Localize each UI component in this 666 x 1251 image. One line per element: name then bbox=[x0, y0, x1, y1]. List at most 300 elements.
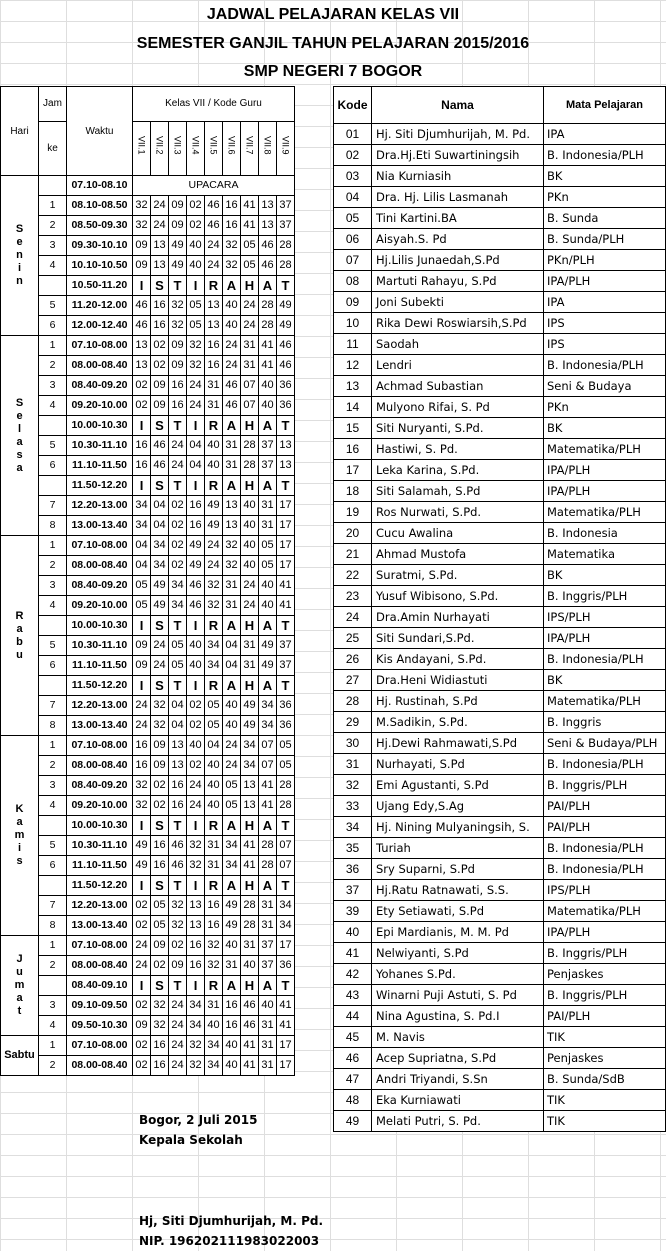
teacher-code-cell: 31 bbox=[223, 596, 241, 616]
jam-ke bbox=[39, 416, 67, 436]
teacher-code-cell: 13 bbox=[187, 896, 205, 916]
waktu: 08.00-08.40 bbox=[67, 756, 133, 776]
teacher-name: Melati Putri, S. Pd. bbox=[372, 1111, 544, 1132]
teacher-code-cell: 16 bbox=[133, 456, 151, 476]
schedule-row bbox=[1, 476, 295, 496]
jam-ke: 2 bbox=[39, 356, 67, 376]
jam-ke: 5 bbox=[39, 836, 67, 856]
teacher-code-cell: 34 bbox=[259, 696, 277, 716]
teacher-code-cell: 13 bbox=[205, 316, 223, 336]
teacher-code-cell: 49 bbox=[205, 516, 223, 536]
teacher-code-cell: 09 bbox=[169, 956, 187, 976]
waktu: 08.00-08.40 bbox=[67, 956, 133, 976]
teacher-code-cell: 16 bbox=[169, 396, 187, 416]
teacher-code-cell: 40 bbox=[187, 256, 205, 276]
teacher-code: 41 bbox=[334, 943, 372, 964]
signatory-name: Hj, Siti Djumhurijah, M. Pd. bbox=[139, 1214, 324, 1228]
jam-ke bbox=[39, 616, 67, 636]
teacher-code-cell: 02 bbox=[169, 496, 187, 516]
jam-ke: 7 bbox=[39, 496, 67, 516]
teacher-table bbox=[333, 86, 666, 1132]
istirahat-letter: S bbox=[151, 816, 169, 836]
teacher-code-cell: 07 bbox=[277, 856, 295, 876]
teacher-code: 21 bbox=[334, 544, 372, 565]
istirahat-letter: A bbox=[259, 816, 277, 836]
istirahat-letter: H bbox=[241, 976, 259, 996]
jam-ke: 3 bbox=[39, 996, 67, 1016]
istirahat-letter: A bbox=[223, 876, 241, 896]
jam-ke: 2 bbox=[39, 1056, 67, 1076]
istirahat-letter: I bbox=[187, 676, 205, 696]
istirahat-letter: A bbox=[259, 416, 277, 436]
teacher-code-cell: 31 bbox=[223, 956, 241, 976]
teacher-code-cell: 02 bbox=[133, 1036, 151, 1056]
teacher-code-cell: 28 bbox=[259, 296, 277, 316]
teacher-code: 23 bbox=[334, 586, 372, 607]
schedule-row bbox=[1, 876, 295, 896]
teacher-code-cell: 24 bbox=[151, 636, 169, 656]
teacher-code-cell: 02 bbox=[133, 916, 151, 936]
teacher-code-cell: 16 bbox=[187, 936, 205, 956]
teacher-code-cell: 34 bbox=[187, 996, 205, 1016]
teacher-code-cell: 32 bbox=[205, 596, 223, 616]
teacher-name: Ahmad Mustofa bbox=[372, 544, 544, 565]
istirahat-letter: T bbox=[169, 816, 187, 836]
teacher-code-cell: 09 bbox=[133, 656, 151, 676]
teacher-subject: TIK bbox=[544, 1090, 666, 1111]
teacher-code-cell: 07 bbox=[259, 736, 277, 756]
teacher-name: M. Navis bbox=[372, 1027, 544, 1048]
jam-ke: 8 bbox=[39, 716, 67, 736]
teacher-code: 43 bbox=[334, 985, 372, 1006]
teacher-code-cell: 49 bbox=[151, 576, 169, 596]
teacher-code-cell: 24 bbox=[133, 696, 151, 716]
istirahat-letter: S bbox=[151, 276, 169, 296]
waktu: 11.10-11.50 bbox=[67, 856, 133, 876]
jam-ke bbox=[39, 176, 67, 196]
teacher-row bbox=[334, 439, 666, 460]
teacher-subject: TIK bbox=[544, 1111, 666, 1132]
teacher-code: 34 bbox=[334, 817, 372, 838]
schedule-row bbox=[1, 796, 295, 816]
teacher-code-cell: 40 bbox=[241, 556, 259, 576]
teacher-name: Winarni Puji Astuti, S. Pd bbox=[372, 985, 544, 1006]
istirahat-letter: A bbox=[259, 616, 277, 636]
teacher-code-cell: 24 bbox=[169, 1036, 187, 1056]
waktu: 12.00-12.40 bbox=[67, 316, 133, 336]
teacher-code-cell: 46 bbox=[223, 376, 241, 396]
teacher-name: Dra. Hj. Lilis Lasmanah bbox=[372, 187, 544, 208]
teacher-row bbox=[334, 1090, 666, 1111]
teacher-code-cell: 32 bbox=[133, 196, 151, 216]
schedule-row bbox=[1, 676, 295, 696]
day-name: S e n i n bbox=[1, 176, 39, 336]
jam-ke bbox=[39, 876, 67, 896]
schedule-row bbox=[1, 856, 295, 876]
teacher-code-cell: 28 bbox=[241, 436, 259, 456]
teacher-code-cell: 02 bbox=[187, 716, 205, 736]
istirahat-letter: T bbox=[169, 876, 187, 896]
teacher-code: 11 bbox=[334, 334, 372, 355]
teacher-subject: Penjaskes bbox=[544, 1048, 666, 1069]
waktu: 10.30-11.10 bbox=[67, 836, 133, 856]
teacher-name: Yusuf Wibisono, S.Pd. bbox=[372, 586, 544, 607]
teacher-code-cell: 16 bbox=[223, 196, 241, 216]
teacher-subject: B. Inggris/PLH bbox=[544, 775, 666, 796]
teacher-code-cell: 31 bbox=[259, 1016, 277, 1036]
schedule-row bbox=[1, 956, 295, 976]
teacher-row bbox=[334, 817, 666, 838]
teacher-code-cell: 17 bbox=[277, 516, 295, 536]
teacher-code: 25 bbox=[334, 628, 372, 649]
teacher-code: 24 bbox=[334, 607, 372, 628]
teacher-code: 45 bbox=[334, 1027, 372, 1048]
teacher-name: Ujang Edy,S.Ag bbox=[372, 796, 544, 817]
teacher-code-cell: 05 bbox=[205, 716, 223, 736]
teacher-code: 40 bbox=[334, 922, 372, 943]
waktu: 11.20-12.00 bbox=[67, 296, 133, 316]
teacher-code-cell: 09 bbox=[151, 396, 169, 416]
waktu: 11.50-12.20 bbox=[67, 476, 133, 496]
teacher-subject: B. Indonesia bbox=[544, 523, 666, 544]
teacher-row bbox=[334, 754, 666, 775]
teacher-row bbox=[334, 187, 666, 208]
teacher-code-cell: 09 bbox=[169, 216, 187, 236]
teacher-code-cell: 13 bbox=[241, 796, 259, 816]
waktu: 08.00-08.40 bbox=[67, 556, 133, 576]
teacher-name: Sry Suparni, S.Pd bbox=[372, 859, 544, 880]
teacher-code-cell: 46 bbox=[259, 236, 277, 256]
teacher-code-cell: 24 bbox=[187, 796, 205, 816]
teacher-code-cell: 09 bbox=[169, 356, 187, 376]
teacher-code-cell: 05 bbox=[259, 556, 277, 576]
teacher-code-cell: 16 bbox=[133, 436, 151, 456]
schedule-row bbox=[1, 816, 295, 836]
teacher-code-cell: 09 bbox=[151, 376, 169, 396]
teacher-subject: PKn bbox=[544, 187, 666, 208]
teacher-subject: B. Indonesia/PLH bbox=[544, 754, 666, 775]
istirahat-letter: I bbox=[133, 676, 151, 696]
teacher-code: 47 bbox=[334, 1069, 372, 1090]
schedule-row bbox=[1, 496, 295, 516]
waktu: 10.00-10.30 bbox=[67, 416, 133, 436]
teacher-code: 27 bbox=[334, 670, 372, 691]
waktu: 09.20-10.00 bbox=[67, 796, 133, 816]
istirahat-letter: H bbox=[241, 476, 259, 496]
teacher-row bbox=[334, 355, 666, 376]
class-header-2 bbox=[151, 122, 169, 176]
teacher-code-cell: 34 bbox=[133, 516, 151, 536]
istirahat-letter: S bbox=[151, 416, 169, 436]
waktu: 12.20-13.00 bbox=[67, 896, 133, 916]
teacher-code-cell: 09 bbox=[151, 756, 169, 776]
teacher-code-cell: 28 bbox=[241, 896, 259, 916]
schedule-row bbox=[1, 936, 295, 956]
teacher-name: Ros Nurwati, S.Pd. bbox=[372, 502, 544, 523]
teacher-code-cell: 13 bbox=[223, 516, 241, 536]
waktu: 07.10-08.00 bbox=[67, 536, 133, 556]
waktu: 07.10-08.00 bbox=[67, 336, 133, 356]
istirahat-letter: I bbox=[187, 816, 205, 836]
teacher-name: Dra.Hj.Eti Suwartiningsih bbox=[372, 145, 544, 166]
teacher-subject: B. Indonesia/PLH bbox=[544, 145, 666, 166]
schedule-row bbox=[1, 436, 295, 456]
teacher-code-cell: 16 bbox=[223, 216, 241, 236]
teacher-code-cell: 24 bbox=[151, 196, 169, 216]
teacher-subject: IPS/PLH bbox=[544, 607, 666, 628]
teacher-name: M.Sadikin, S.Pd. bbox=[372, 712, 544, 733]
teacher-subject: IPS/PLH bbox=[544, 880, 666, 901]
teacher-code: 05 bbox=[334, 208, 372, 229]
teacher-subject: BK bbox=[544, 418, 666, 439]
teacher-code-cell: 40 bbox=[223, 696, 241, 716]
teacher-code-cell: 31 bbox=[241, 356, 259, 376]
teacher-code-cell: 34 bbox=[241, 756, 259, 776]
teacher-code-cell: 24 bbox=[187, 376, 205, 396]
waktu: 07.10-08.00 bbox=[67, 936, 133, 956]
teacher-code-cell: 34 bbox=[187, 1016, 205, 1036]
class-header-4 bbox=[187, 122, 205, 176]
teacher-code-cell: 49 bbox=[187, 536, 205, 556]
teacher-code-cell: 49 bbox=[277, 316, 295, 336]
istirahat-letter: A bbox=[259, 876, 277, 896]
istirahat-letter: I bbox=[187, 976, 205, 996]
teacher-subject: PKn bbox=[544, 397, 666, 418]
teacher-code: 14 bbox=[334, 397, 372, 418]
teacher-code-cell: 16 bbox=[223, 996, 241, 1016]
teacher-code-cell: 28 bbox=[241, 456, 259, 476]
teacher-code-cell: 40 bbox=[259, 596, 277, 616]
teacher-code-cell: 34 bbox=[205, 656, 223, 676]
teacher-code-cell: 02 bbox=[187, 696, 205, 716]
teacher-code: 19 bbox=[334, 502, 372, 523]
waktu: 11.50-12.20 bbox=[67, 876, 133, 896]
teacher-subject: PAI/PLH bbox=[544, 796, 666, 817]
jam-ke: 1 bbox=[39, 736, 67, 756]
teacher-code-cell: 24 bbox=[205, 536, 223, 556]
teacher-code-cell: 24 bbox=[133, 716, 151, 736]
teacher-code-cell: 16 bbox=[151, 1056, 169, 1076]
teacher-code-cell: 02 bbox=[133, 996, 151, 1016]
schedule-row bbox=[1, 196, 295, 216]
jam-ke: 3 bbox=[39, 776, 67, 796]
teacher-row bbox=[334, 880, 666, 901]
istirahat-letter: T bbox=[169, 416, 187, 436]
teacher-code-cell: 28 bbox=[277, 236, 295, 256]
teacher-code-cell: 32 bbox=[205, 956, 223, 976]
teacher-code-cell: 28 bbox=[277, 256, 295, 276]
waktu: 08.50-09.30 bbox=[67, 216, 133, 236]
teacher-code-cell: 49 bbox=[259, 656, 277, 676]
teacher-code-cell: 46 bbox=[169, 856, 187, 876]
teacher-code-cell: 46 bbox=[223, 396, 241, 416]
teacher-subject: Penjaskes bbox=[544, 964, 666, 985]
schedule-row bbox=[1, 216, 295, 236]
waktu: 11.10-11.50 bbox=[67, 656, 133, 676]
waktu: 07.10-08.00 bbox=[67, 1036, 133, 1056]
teacher-name: Hastiwi, S. Pd. bbox=[372, 439, 544, 460]
teacher-code-cell: 40 bbox=[223, 1056, 241, 1076]
teacher-code-cell: 40 bbox=[205, 1016, 223, 1036]
teacher-code-cell: 49 bbox=[223, 896, 241, 916]
teacher-code-cell: 31 bbox=[241, 936, 259, 956]
teacher-subject: PAI/PLH bbox=[544, 817, 666, 838]
istirahat-letter: R bbox=[205, 816, 223, 836]
teacher-name: Cucu Awalina bbox=[372, 523, 544, 544]
teacher-code-cell: 36 bbox=[277, 956, 295, 976]
teacher-code-cell: 49 bbox=[169, 256, 187, 276]
schedule-row bbox=[1, 896, 295, 916]
istirahat-letter: I bbox=[187, 876, 205, 896]
teacher-code-cell: 24 bbox=[133, 936, 151, 956]
teacher-subject: B. Indonesia/PLH bbox=[544, 859, 666, 880]
istirahat-letter: T bbox=[169, 276, 187, 296]
teacher-code-cell: 40 bbox=[205, 436, 223, 456]
schedule-row bbox=[1, 376, 295, 396]
teacher-code-cell: 05 bbox=[187, 296, 205, 316]
teacher-name: Dra.Amin Nurhayati bbox=[372, 607, 544, 628]
teacher-name: Emi Agustanti, S.Pd bbox=[372, 775, 544, 796]
class-header-5 bbox=[205, 122, 223, 176]
istirahat-letter: A bbox=[223, 416, 241, 436]
teacher-code-cell: 32 bbox=[223, 536, 241, 556]
teacher-row bbox=[334, 985, 666, 1006]
teacher-code-cell: 13 bbox=[169, 756, 187, 776]
schedule-row bbox=[1, 976, 295, 996]
teacher-code-cell: 05 bbox=[259, 536, 277, 556]
jam-ke bbox=[39, 676, 67, 696]
teacher-subject: Matematika/PLH bbox=[544, 901, 666, 922]
header-hari: Hari bbox=[1, 87, 39, 176]
teacher-code-cell: 13 bbox=[151, 236, 169, 256]
teacher-code-cell: 32 bbox=[169, 916, 187, 936]
istirahat-letter: H bbox=[241, 876, 259, 896]
teacher-code-cell: 40 bbox=[259, 376, 277, 396]
teacher-code-cell: 49 bbox=[223, 916, 241, 936]
teacher-code-cell: 24 bbox=[241, 316, 259, 336]
teacher-code-cell: 05 bbox=[241, 256, 259, 276]
teacher-code-cell: 02 bbox=[133, 396, 151, 416]
class-header-1 bbox=[133, 122, 151, 176]
teacher-name: Turiah bbox=[372, 838, 544, 859]
waktu: 12.20-13.00 bbox=[67, 496, 133, 516]
teacher-code-cell: 31 bbox=[259, 516, 277, 536]
teacher-subject: IPA bbox=[544, 124, 666, 145]
teacher-name: Siti Salamah, S.Pd bbox=[372, 481, 544, 502]
title-line-1: JADWAL PELAJARAN KELAS VII bbox=[206, 6, 460, 23]
istirahat-letter: T bbox=[277, 816, 295, 836]
class-label: VII.4 bbox=[190, 135, 201, 155]
teacher-code-cell: 34 bbox=[277, 896, 295, 916]
teacher-code-cell: 13 bbox=[223, 496, 241, 516]
teacher-code-cell: 31 bbox=[241, 336, 259, 356]
jam-ke: 4 bbox=[39, 256, 67, 276]
teacher-code-cell: 31 bbox=[259, 916, 277, 936]
istirahat-letter: A bbox=[259, 676, 277, 696]
teacher-code-cell: 09 bbox=[151, 736, 169, 756]
teacher-row bbox=[334, 565, 666, 586]
title-line-3: SMP NEGERI 7 BOGOR bbox=[243, 63, 423, 80]
teacher-code-cell: 16 bbox=[187, 496, 205, 516]
teacher-code: 13 bbox=[334, 376, 372, 397]
teacher-code-cell: 24 bbox=[241, 596, 259, 616]
teacher-code-cell: 04 bbox=[133, 536, 151, 556]
teacher-code-cell: 37 bbox=[259, 436, 277, 456]
teacher-code-cell: 28 bbox=[259, 316, 277, 336]
teacher-name: Leka Karina, S.Pd. bbox=[372, 460, 544, 481]
teacher-name: Achmad Subastian bbox=[372, 376, 544, 397]
teacher-name: Acep Supriatna, S.Pd bbox=[372, 1048, 544, 1069]
istirahat-letter: T bbox=[277, 276, 295, 296]
istirahat-letter: T bbox=[277, 616, 295, 636]
header-kode: Kode bbox=[334, 87, 372, 124]
jam-ke: 5 bbox=[39, 636, 67, 656]
teacher-code-cell: 16 bbox=[169, 376, 187, 396]
teacher-code-cell: 36 bbox=[277, 396, 295, 416]
teacher-code-cell: 34 bbox=[223, 856, 241, 876]
teacher-code-cell: 32 bbox=[187, 836, 205, 856]
teacher-row bbox=[334, 271, 666, 292]
waktu: 10.00-10.30 bbox=[67, 616, 133, 636]
istirahat-letter: R bbox=[205, 616, 223, 636]
teacher-code: 29 bbox=[334, 712, 372, 733]
teacher-code-cell: 34 bbox=[241, 736, 259, 756]
teacher-row bbox=[334, 250, 666, 271]
teacher-subject: B. Inggris/PLH bbox=[544, 985, 666, 1006]
signatory-role: Kepala Sekolah bbox=[139, 1133, 243, 1147]
teacher-code: 46 bbox=[334, 1048, 372, 1069]
teacher-code-cell: 40 bbox=[223, 1036, 241, 1056]
teacher-code-cell: 32 bbox=[223, 256, 241, 276]
teacher-code-cell: 02 bbox=[151, 796, 169, 816]
jam-ke: 2 bbox=[39, 556, 67, 576]
teacher-row bbox=[334, 712, 666, 733]
teacher-subject: B. Sunda bbox=[544, 208, 666, 229]
teacher-code-cell: 13 bbox=[133, 336, 151, 356]
teacher-subject: IPA/PLH bbox=[544, 271, 666, 292]
teacher-subject: B. Inggris/PLH bbox=[544, 943, 666, 964]
teacher-code-cell: 46 bbox=[259, 256, 277, 276]
teacher-name: Aisyah.S. Pd bbox=[372, 229, 544, 250]
teacher-code-cell: 31 bbox=[259, 896, 277, 916]
teacher-code-cell: 13 bbox=[277, 456, 295, 476]
istirahat-letter: T bbox=[277, 976, 295, 996]
istirahat-letter: A bbox=[223, 616, 241, 636]
schedule-row bbox=[1, 996, 295, 1016]
teacher-code-cell: 16 bbox=[169, 796, 187, 816]
teacher-subject: IPS bbox=[544, 313, 666, 334]
teacher-code-cell: 05 bbox=[205, 696, 223, 716]
teacher-subject: Seni & Budaya/PLH bbox=[544, 733, 666, 754]
teacher-name: Eka Kurniawati bbox=[372, 1090, 544, 1111]
teacher-code: 26 bbox=[334, 649, 372, 670]
teacher-code-cell: 02 bbox=[151, 956, 169, 976]
istirahat-letter: R bbox=[205, 276, 223, 296]
schedule-row bbox=[1, 916, 295, 936]
teacher-row bbox=[334, 397, 666, 418]
teacher-code-cell: 04 bbox=[187, 436, 205, 456]
teacher-row bbox=[334, 838, 666, 859]
teacher-code-cell: 41 bbox=[241, 836, 259, 856]
teacher-code-cell: 04 bbox=[187, 456, 205, 476]
schedule-row bbox=[1, 536, 295, 556]
teacher-name: Joni Subekti bbox=[372, 292, 544, 313]
schedule-row bbox=[1, 596, 295, 616]
teacher-code-cell: 13 bbox=[187, 916, 205, 936]
teacher-row bbox=[334, 1111, 666, 1132]
teacher-code-cell: 32 bbox=[151, 716, 169, 736]
teacher-name: Hj. Siti Djumhurijah, M. Pd. bbox=[372, 124, 544, 145]
